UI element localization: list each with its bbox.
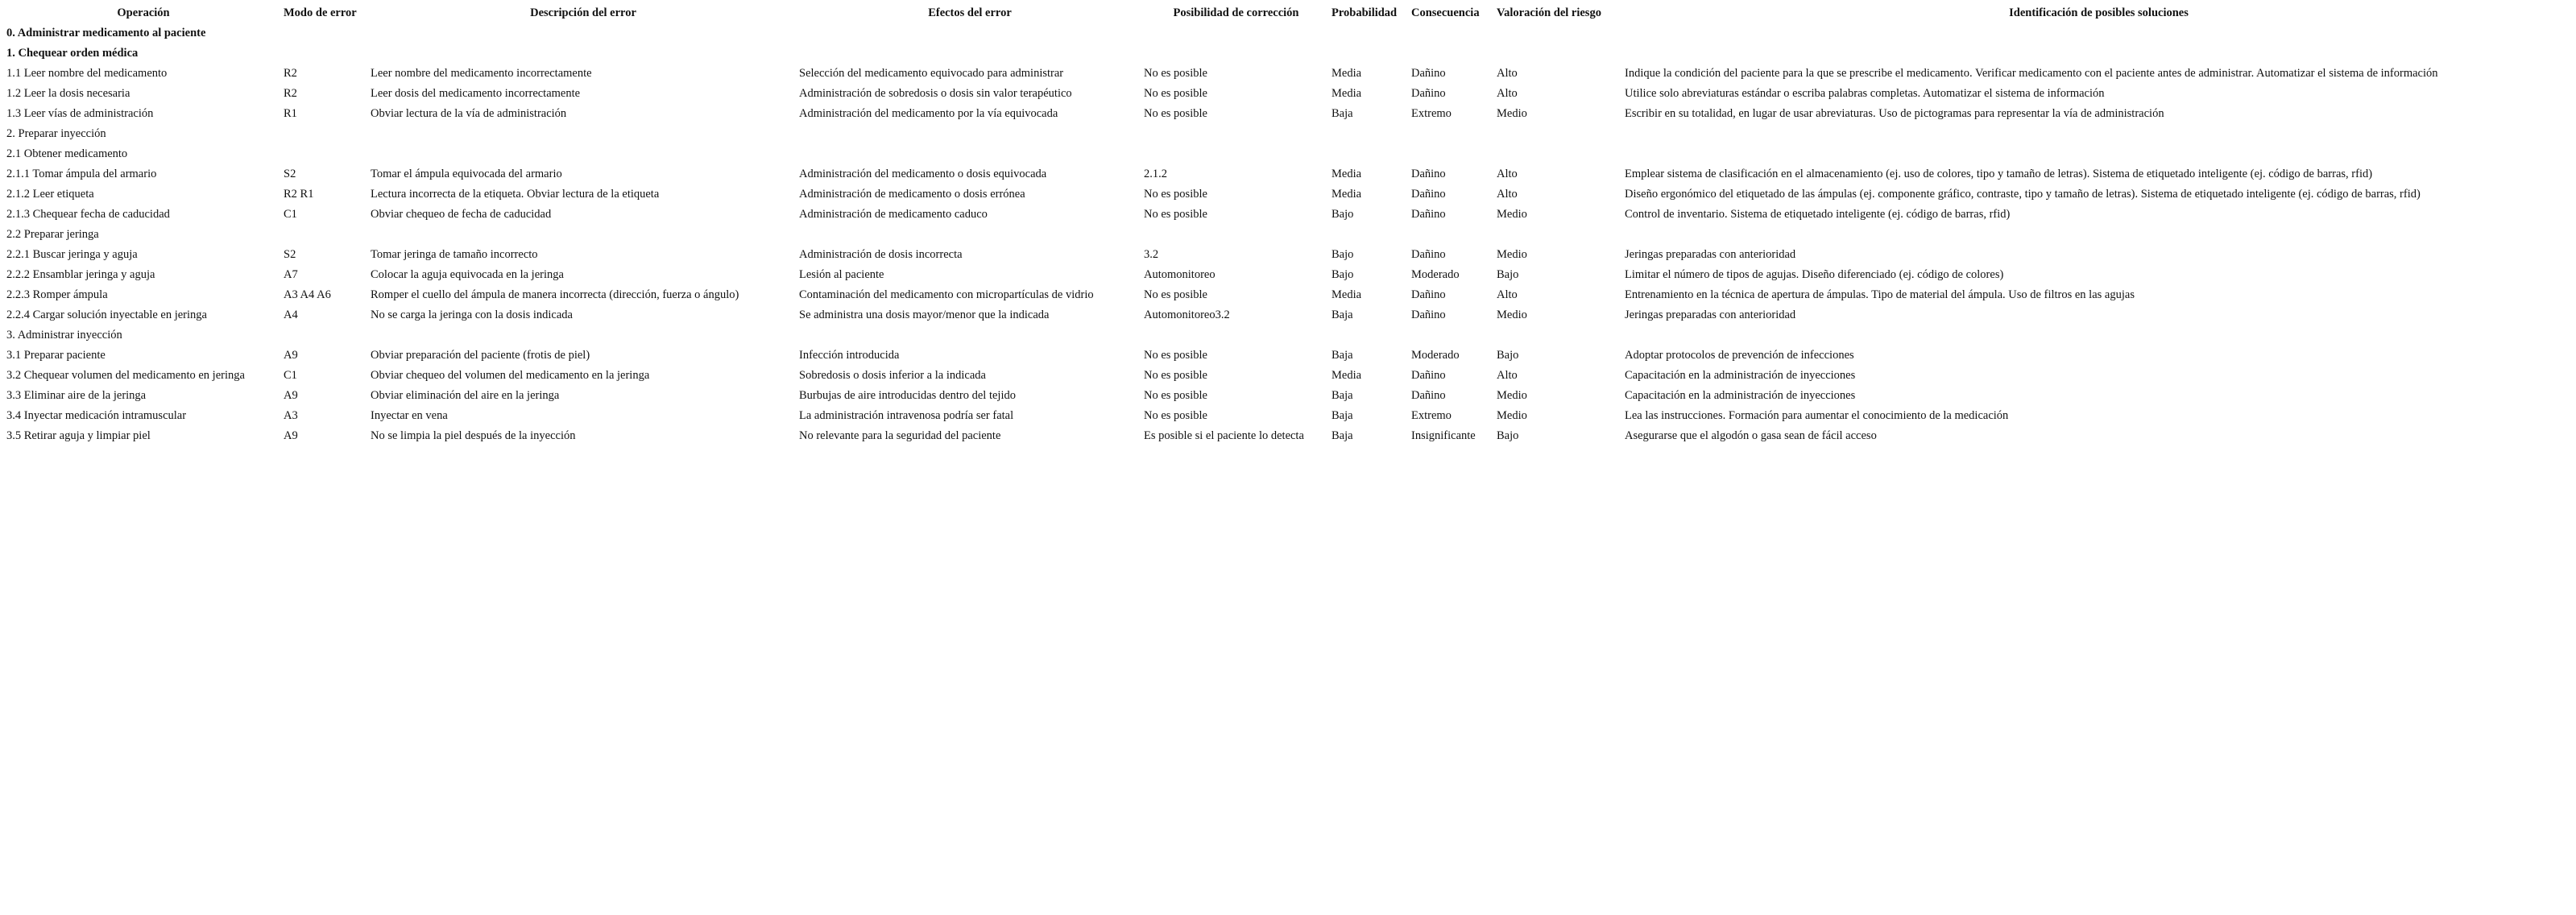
cell-descripcion: Lectura incorrecta de la etiqueta. Obviar lectura de la etiqueta [371,188,660,201]
cell-valoracion [1495,144,1623,164]
cell-soluciones: Entrenamiento en la técnica de apertura de ámpulas. Tipo de material del ámpula. Uso de filtros en las agujas [1625,288,2135,301]
cell-posibilidad: No es posible [1144,107,1207,120]
table-row [5,386,2574,406]
cell-consecuencia: Dañino [1411,67,1446,80]
cell-posibilidad: Automonitoreo3.2 [1144,308,1230,321]
cell-descripcion [369,225,797,245]
cell-valoracion [1495,325,1623,346]
table-row [5,285,2574,305]
cell-efectos: Contaminación del medicamento con micropartículas de vidrio [799,288,1094,301]
header-posibilidad: Posibilidad de corrección [1173,6,1299,19]
table-row [5,104,2574,124]
cell-descripcion [369,23,797,43]
cell-posibilidad: No es posible [1144,67,1207,80]
cell-efectos [797,225,1142,245]
cell-soluciones: Control de inventario. Sistema de etiquetado inteligente (ej. código de barras, rfid) [1625,208,2011,221]
cell-modo: A4 [284,308,298,321]
table-row [5,305,2574,325]
cell-consecuencia [1410,23,1495,43]
cell-efectos: Administración del medicamento por la vía equivocada [799,107,1058,120]
cell-posibilidad: No es posible [1144,208,1207,221]
cell-consecuencia: Dañino [1411,188,1446,201]
header-efectos: Efectos del error [928,6,1012,19]
cell-descripcion: Inyectar en vena [371,409,448,422]
cell-consecuencia: Dañino [1411,208,1446,221]
cell-consecuencia: Insignificante [1411,429,1476,442]
table-row [5,245,2574,265]
group-row [5,225,2574,245]
cell-efectos [797,23,1142,43]
header-modo: Modo de error [284,6,357,19]
cell-probabilidad [1330,325,1410,346]
cell-operacion: 2.2.1 Buscar jeringa y aguja [6,248,138,261]
cell-descripcion [369,144,797,164]
cell-consecuencia: Dañino [1411,308,1446,321]
cell-operacion: 2.2.2 Ensamblar jeringa y aguja [6,268,155,281]
cell-posibilidad: Es posible si el paciente lo detecta [1144,429,1304,442]
cell-probabilidad: Media [1331,188,1362,201]
cell-soluciones: Limitar el número de tipos de agujas. Diseño diferenciado (ej. código de colores) [1625,268,2004,281]
cell-valoracion: Alto [1497,168,1518,180]
cell-soluciones [1623,124,2574,144]
cell-probabilidad: Bajo [1331,208,1354,221]
cell-probabilidad: Bajo [1331,248,1354,261]
cell-probabilidad: Baja [1331,308,1353,321]
section-row [5,23,2574,43]
cell-consecuencia: Moderado [1411,268,1460,281]
cell-modo [282,124,369,144]
cell-valoracion: Bajo [1497,429,1519,442]
cell-efectos: Administración del medicamento o dosis equivocada [799,168,1047,180]
cell-soluciones [1623,225,2574,245]
cell-modo: A3 [284,409,298,422]
cell-probabilidad: Media [1331,87,1362,100]
cell-posibilidad [1142,43,1330,64]
cell-modo: A9 [284,389,298,402]
cell-efectos [797,124,1142,144]
cell-valoracion: Alto [1497,188,1518,201]
cell-probabilidad: Baja [1331,429,1353,442]
table-row [5,366,2574,386]
cell-valoracion: Medio [1497,208,1527,221]
group-row [5,124,2574,144]
cell-efectos: Se administra una dosis mayor/menor que la indicada [799,308,1050,321]
cell-probabilidad: Baja [1331,349,1353,362]
cell-posibilidad: No es posible [1144,188,1207,201]
cell-posibilidad: No es posible [1144,409,1207,422]
cell-efectos: Administración de medicamento o dosis errónea [799,188,1025,201]
cell-soluciones: Diseño ergonómico del etiquetado de las ámpulas (ej. componente gráfico, contraste, tipo y tamaño de letras). Sistema de etiquetado inteligente (ej. código de barras, rfid) [1625,188,2421,201]
cell-descripcion [369,43,797,64]
cell-modo: R2 [284,87,297,100]
cell-soluciones: Capacitación en la administración de inyecciones [1625,369,1856,382]
cell-valoracion: Alto [1497,87,1518,100]
cell-operacion: 2.2 Preparar jeringa [6,228,99,241]
cell-probabilidad: Baja [1331,409,1353,422]
cell-soluciones: Capacitación en la administración de inyecciones [1625,389,1856,402]
cell-soluciones [1623,43,2574,64]
cell-operacion: 1.1 Leer nombre del medicamento [6,67,168,80]
cell-descripcion [369,124,797,144]
cell-modo: C1 [284,369,297,382]
cell-modo: A7 [284,268,298,281]
cell-valoracion: Alto [1497,288,1518,301]
cell-efectos: Lesión al paciente [799,268,884,281]
cell-efectos: No relevante para la seguridad del paciente [799,429,1001,442]
table-row [5,84,2574,104]
table-row [5,64,2574,84]
cell-posibilidad: No es posible [1144,349,1207,362]
cell-efectos [797,325,1142,346]
cell-valoracion: Bajo [1497,268,1519,281]
cell-valoracion: Medio [1497,389,1527,402]
cell-operacion: 3.5 Retirar aguja y limpiar piel [6,429,151,442]
cell-descripcion: No se carga la jeringa con la dosis indicada [371,308,573,321]
cell-valoracion: Alto [1497,369,1518,382]
cell-posibilidad [1142,124,1330,144]
cell-posibilidad: 2.1.2 [1144,168,1167,180]
cell-descripcion [369,325,797,346]
cell-consecuencia: Dañino [1411,87,1446,100]
cell-consecuencia: Dañino [1411,288,1446,301]
cell-posibilidad [1142,23,1330,43]
cell-soluciones: Jeringas preparadas con anterioridad [1625,308,1796,321]
cell-soluciones: Asegurarse que el algodón o gasa sean de fácil acceso [1625,429,1877,442]
risk-analysis-table [5,3,2574,446]
cell-valoracion [1495,23,1623,43]
cell-posibilidad [1142,225,1330,245]
cell-operacion: 3.2 Chequear volumen del medicamento en jeringa [6,369,245,382]
cell-descripcion: Obviar preparación del paciente (frotis de piel) [371,349,590,362]
table-row [5,184,2574,205]
cell-consecuencia: Dañino [1411,369,1446,382]
cell-consecuencia: Dañino [1411,248,1446,261]
cell-probabilidad [1330,144,1410,164]
cell-modo: S2 [284,168,296,180]
cell-efectos: La administración intravenosa podría ser fatal [799,409,1014,422]
table-row [5,205,2574,225]
cell-modo: A9 [284,429,298,442]
table-row [5,164,2574,184]
table-row [5,346,2574,366]
cell-probabilidad: Baja [1331,107,1353,120]
cell-soluciones [1623,23,2574,43]
cell-valoracion: Medio [1497,308,1527,321]
cell-operacion: 3.3 Eliminar aire de la jeringa [6,389,147,402]
cell-modo [282,225,369,245]
cell-valoracion: Medio [1497,248,1527,261]
cell-descripcion: Obviar chequeo del volumen del medicamento en la jeringa [371,369,650,382]
cell-consecuencia: Moderado [1411,349,1460,362]
header-descripcion: Descripción del error [530,6,636,19]
cell-posibilidad: No es posible [1144,389,1207,402]
cell-posibilidad: No es posible [1144,369,1207,382]
table-row [5,265,2574,285]
cell-probabilidad [1330,124,1410,144]
cell-operacion: 2.1.3 Chequear fecha de caducidad [6,208,170,221]
header-row [5,3,2574,23]
cell-probabilidad: Media [1331,369,1362,382]
cell-consecuencia: Extremo [1411,409,1452,422]
table-row [5,426,2574,446]
cell-probabilidad [1330,23,1410,43]
cell-modo: R2 R1 [284,188,314,201]
cell-operacion: 1.3 Leer vías de administración [6,107,154,120]
header-soluciones: Identificación de posibles soluciones [2009,6,2189,19]
cell-operacion: 2.1 Obtener medicamento [6,147,128,160]
cell-operacion: 2.2.4 Cargar solución inyectable en jeringa [6,308,207,321]
cell-descripcion: Tomar el ámpula equivocada del armario [371,168,562,180]
cell-efectos: Administración de medicamento caduco [799,208,988,221]
cell-probabilidad: Media [1331,288,1362,301]
section-row [5,43,2574,64]
table-body [5,23,2574,446]
group-row [5,325,2574,346]
cell-modo: A3 A4 A6 [284,288,331,301]
cell-probabilidad [1330,43,1410,64]
cell-consecuencia [1410,325,1495,346]
cell-soluciones: Adoptar protocolos de prevención de infecciones [1625,349,1854,362]
cell-operacion: 2.1.2 Leer etiqueta [6,188,94,201]
cell-soluciones [1623,144,2574,164]
cell-descripcion: Obviar lectura de la vía de administración [371,107,567,120]
cell-posibilidad: Automonitoreo [1144,268,1216,281]
cell-operacion: 3.4 Inyectar medicación intramuscular [6,409,187,422]
header-consecuencia: Consecuencia [1411,6,1480,19]
header-probabilidad: Probabilidad [1331,6,1398,19]
cell-modo: R1 [284,107,297,120]
cell-descripcion: Obviar eliminación del aire en la jeringa [371,389,560,402]
cell-efectos: Administración de dosis incorrecta [799,248,963,261]
cell-operacion: 1. Chequear orden médica [6,47,139,60]
cell-operacion: 3. Administrar inyección [6,329,122,342]
cell-posibilidad: No es posible [1144,87,1207,100]
cell-probabilidad: Media [1331,168,1362,180]
cell-descripcion: Romper el cuello del ámpula de manera incorrecta (dirección, fuerza o ángulo) [371,288,739,301]
cell-descripcion: Obviar chequeo de fecha de caducidad [371,208,552,221]
cell-consecuencia [1410,144,1495,164]
cell-valoracion [1495,43,1623,64]
cell-valoracion: Alto [1497,67,1518,80]
cell-valoracion: Medio [1497,409,1527,422]
cell-valoracion: Bajo [1497,349,1519,362]
cell-modo [282,144,369,164]
cell-soluciones: Emplear sistema de clasificación en el almacenamiento (ej. uso de colores, tipo y tamaño de letras). Sistema de etiquetado inteligente (ej. código de barras, rfid) [1625,168,2373,180]
cell-probabilidad [1330,225,1410,245]
cell-operacion: 0. Administrar medicamento al paciente [6,27,206,39]
cell-operacion: 3.1 Preparar paciente [6,349,106,362]
cell-soluciones: Indique la condición del paciente para la que se prescribe el medicamento. Verificar medicamento con el paciente antes de administrar. Automatizar el sistema de información [1625,67,2438,80]
cell-modo [282,43,369,64]
cell-modo: A9 [284,349,298,362]
cell-probabilidad: Baja [1331,389,1353,402]
cell-consecuencia: Dañino [1411,389,1446,402]
cell-consecuencia [1410,43,1495,64]
header-operacion: Operación [117,6,170,19]
cell-descripcion: Leer nombre del medicamento incorrectamente [371,67,592,80]
cell-valoracion [1495,124,1623,144]
cell-operacion: 1.2 Leer la dosis necesaria [6,87,130,100]
cell-operacion: 2.1.1 Tomar ámpula del armario [6,168,157,180]
cell-modo: C1 [284,208,297,221]
cell-operacion: 2. Preparar inyección [6,127,106,140]
cell-descripcion: Tomar jeringa de tamaño incorrecto [371,248,538,261]
header-valoracion: Valoración del riesgo [1497,6,1601,19]
spreadsheet [5,3,2574,446]
cell-soluciones: Escribir en su totalidad, en lugar de usar abreviaturas. Uso de pictogramas para representar la vía de administración [1625,107,2164,120]
cell-efectos [797,144,1142,164]
cell-valoracion [1495,225,1623,245]
cell-modo: S2 [284,248,296,261]
cell-operacion: 2.2.3 Romper ámpula [6,288,108,301]
cell-efectos: Selección del medicamento equivocado para administrar [799,67,1064,80]
cell-soluciones: Utilice solo abreviaturas estándar o escriba palabras completas. Automatizar el sistema de información [1625,87,2105,100]
cell-efectos: Burbujas de aire introducidas dentro del tejido [799,389,1016,402]
cell-consecuencia [1410,124,1495,144]
cell-posibilidad: No es posible [1144,288,1207,301]
cell-soluciones: Lea las instrucciones. Formación para aumentar el conocimiento de la medicación [1625,409,2009,422]
cell-posibilidad [1142,144,1330,164]
cell-consecuencia: Extremo [1411,107,1452,120]
cell-consecuencia [1410,225,1495,245]
cell-modo [282,23,369,43]
group-row [5,144,2574,164]
cell-modo: R2 [284,67,297,80]
cell-probabilidad: Bajo [1331,268,1354,281]
cell-modo [282,325,369,346]
cell-probabilidad: Media [1331,67,1362,80]
table-row [5,406,2574,426]
cell-descripcion: Colocar la aguja equivocada en la jeringa [371,268,564,281]
cell-soluciones: Jeringas preparadas con anterioridad [1625,248,1796,261]
cell-posibilidad: 3.2 [1144,248,1159,261]
cell-valoracion: Medio [1497,107,1527,120]
cell-efectos: Sobredosis o dosis inferior a la indicada [799,369,986,382]
cell-efectos: Administración de sobredosis o dosis sin valor terapéutico [799,87,1072,100]
cell-efectos: Infección introducida [799,349,900,362]
cell-descripcion: Leer dosis del medicamento incorrectamente [371,87,581,100]
cell-posibilidad [1142,325,1330,346]
cell-soluciones [1623,325,2574,346]
cell-consecuencia: Dañino [1411,168,1446,180]
cell-efectos [797,43,1142,64]
cell-descripcion: No se limpia la piel después de la inyección [371,429,576,442]
